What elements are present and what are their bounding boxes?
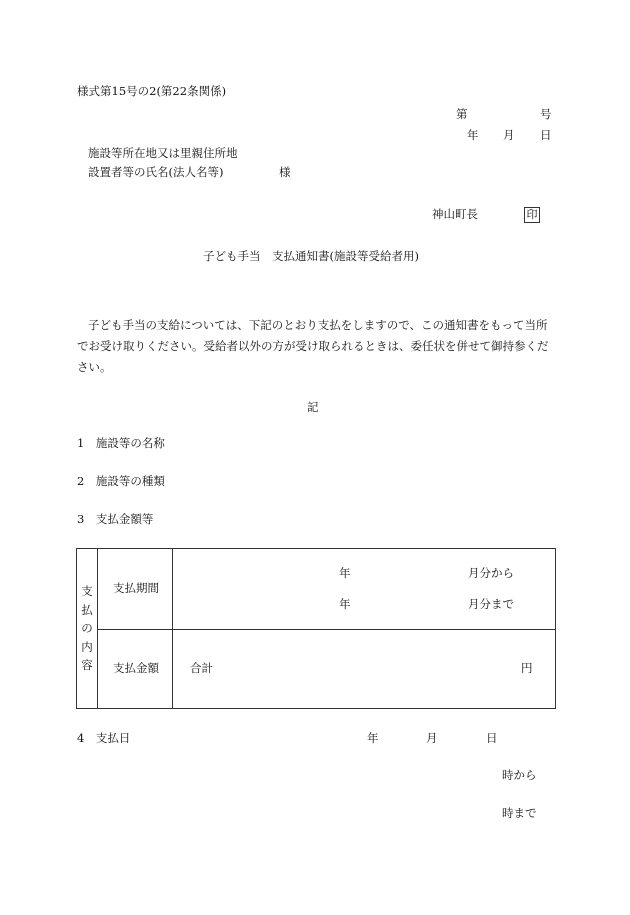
payday-month: 月 [426,731,438,745]
payday-day: 日 [486,731,498,745]
amount-unit: 円 [521,661,533,675]
seal-mark: 印 [524,207,540,223]
doc-number-dai: 第 [456,107,468,121]
side-char: 容 [81,658,93,673]
recipient-label: 設置者等の氏名(法人名等) [88,165,224,179]
item-facility-name: 1 施設等の名称 [77,436,165,450]
doc-number-go: 号 [540,107,552,121]
date-day: 日 [540,128,552,142]
form-number: 様式第15号の2(第22条関係) [77,84,227,98]
body-paragraph: 子ども手当の支給については、下記のとおり支払をしますので、この通知書をもって当所でお受け取りください。受給者以外の方が受け取られるときは、委任状を併せて御持参ください。 [77,318,549,374]
side-char: 払 [81,602,93,617]
period-label: 支払期間 [113,581,159,595]
payday-year: 年 [367,731,379,745]
payday-label: 4 支払日 [77,731,131,745]
ki-label: 記 [307,400,319,414]
recipient-sama: 様 [279,165,291,179]
item-payment-amount: 3 支払金額等 [77,512,154,526]
time-to: 時まで [502,806,537,820]
side-char: 支 [81,584,93,599]
document-title: 子ども手当 支払通知書(施設等受給者用) [203,249,419,263]
side-char: 内 [81,639,93,654]
period-year-from: 年 [339,566,351,580]
address-label: 施設等所在地又は里親住所地 [88,146,238,160]
date-month: 月 [503,128,515,142]
payment-table [76,548,556,709]
date-year: 年 [467,128,479,142]
period-year-to: 年 [339,597,351,611]
period-month-to: 月分まで [468,597,514,611]
amount-label: 支払金額 [113,661,159,675]
side-char: の [81,621,93,636]
table-row-divider [97,629,555,630]
period-month-from: 月分から [468,566,514,580]
issuer-name: 神山町長 [432,207,478,221]
item-facility-type: 2 施設等の種類 [77,474,165,488]
amount-total: 合計 [190,661,213,675]
side-label-vertical [77,549,97,708]
time-from: 時から [502,768,537,782]
